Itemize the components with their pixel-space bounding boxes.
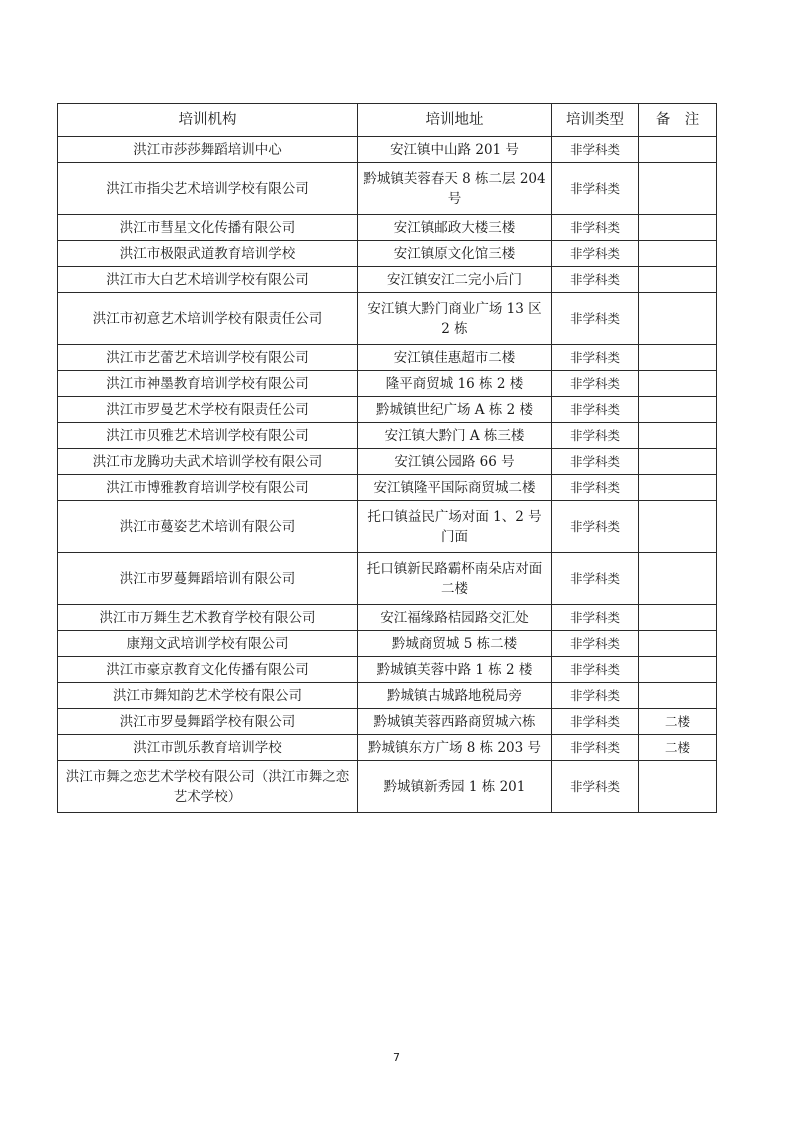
remarks-cell bbox=[639, 553, 717, 605]
institution-cell: 康翔文武培训学校有限公司 bbox=[58, 631, 358, 657]
institution-cell: 洪江市蔓姿艺术培训有限公司 bbox=[58, 501, 358, 553]
remarks-cell bbox=[639, 267, 717, 293]
remarks-cell bbox=[639, 475, 717, 501]
address-cell: 黔城镇古城路地税局旁 bbox=[358, 683, 552, 709]
address-cell: 安江镇大黔门商业广场 13 区 2 栋 bbox=[358, 293, 552, 345]
remarks-cell bbox=[639, 501, 717, 553]
remarks-cell bbox=[639, 761, 717, 813]
address-cell: 安江镇安江二完小后门 bbox=[358, 267, 552, 293]
table-row bbox=[58, 215, 717, 241]
header-address: 培训地址 bbox=[358, 104, 552, 137]
type-cell: 非学科类 bbox=[552, 215, 639, 241]
type-cell: 非学科类 bbox=[552, 605, 639, 631]
table-row bbox=[58, 605, 717, 631]
institution-cell: 洪江市舞知韵艺术学校有限公司 bbox=[58, 683, 358, 709]
type-cell: 非学科类 bbox=[552, 709, 639, 735]
institution-cell: 洪江市罗蔓舞蹈培训有限公司 bbox=[58, 553, 358, 605]
address-cell: 隆平商贸城 16 栋 2 楼 bbox=[358, 371, 552, 397]
table-row bbox=[58, 475, 717, 501]
table-row bbox=[58, 553, 717, 605]
type-cell: 非学科类 bbox=[552, 475, 639, 501]
address-cell: 黔城镇新秀园 1 栋 201 bbox=[358, 761, 552, 813]
address-cell: 黔城镇芙蓉西路商贸城六栋 bbox=[358, 709, 552, 735]
table-header-row bbox=[58, 104, 717, 137]
institution-cell: 洪江市指尖艺术培训学校有限公司 bbox=[58, 163, 358, 215]
remarks-cell bbox=[639, 683, 717, 709]
remarks-cell bbox=[639, 423, 717, 449]
table-row bbox=[58, 267, 717, 293]
address-cell: 托口镇新民路霸杯南朵店对面二楼 bbox=[358, 553, 552, 605]
institution-cell: 洪江市彗星文化传播有限公司 bbox=[58, 215, 358, 241]
table-row bbox=[58, 449, 717, 475]
type-cell: 非学科类 bbox=[552, 163, 639, 215]
address-cell: 黔城镇芙蓉中路 1 栋 2 楼 bbox=[358, 657, 552, 683]
remarks-cell: 二楼 bbox=[639, 735, 717, 761]
institution-cell: 洪江市艺蕾艺术培训学校有限公司 bbox=[58, 345, 358, 371]
type-cell: 非学科类 bbox=[552, 683, 639, 709]
table-row bbox=[58, 657, 717, 683]
address-cell: 黔城商贸城 5 栋二楼 bbox=[358, 631, 552, 657]
institution-cell: 洪江市初意艺术培训学校有限责任公司 bbox=[58, 293, 358, 345]
type-cell: 非学科类 bbox=[552, 241, 639, 267]
remarks-cell: 二楼 bbox=[639, 709, 717, 735]
type-cell: 非学科类 bbox=[552, 501, 639, 553]
table-row bbox=[58, 501, 717, 553]
remarks-cell bbox=[639, 605, 717, 631]
address-cell: 黔城镇东方广场 8 栋 203 号 bbox=[358, 735, 552, 761]
type-cell: 非学科类 bbox=[552, 761, 639, 813]
institution-cell: 洪江市罗曼舞蹈学校有限公司 bbox=[58, 709, 358, 735]
table-row bbox=[58, 423, 717, 449]
address-cell: 安江镇大黔门 A 栋三楼 bbox=[358, 423, 552, 449]
remarks-cell bbox=[639, 449, 717, 475]
institution-cell: 洪江市豪京教育文化传播有限公司 bbox=[58, 657, 358, 683]
address-cell: 黔城镇芙蓉春天 8 栋二层 204 号 bbox=[358, 163, 552, 215]
address-cell: 黔城镇世纪广场 A 栋 2 楼 bbox=[358, 397, 552, 423]
table-row bbox=[58, 137, 717, 163]
address-cell: 安江镇中山路 201 号 bbox=[358, 137, 552, 163]
address-cell: 托口镇益民广场对面 1、2 号门面 bbox=[358, 501, 552, 553]
remarks-cell bbox=[639, 215, 717, 241]
header-type: 培训类型 bbox=[552, 104, 639, 137]
type-cell: 非学科类 bbox=[552, 397, 639, 423]
institution-cell: 洪江市莎莎舞蹈培训中心 bbox=[58, 137, 358, 163]
table-row bbox=[58, 683, 717, 709]
type-cell: 非学科类 bbox=[552, 449, 639, 475]
address-cell: 安江镇隆平国际商贸城二楼 bbox=[358, 475, 552, 501]
institution-cell: 洪江市贝雅艺术培训学校有限公司 bbox=[58, 423, 358, 449]
institution-cell: 洪江市神墨教育培训学校有限公司 bbox=[58, 371, 358, 397]
table-row bbox=[58, 241, 717, 267]
remarks-cell bbox=[639, 345, 717, 371]
type-cell: 非学科类 bbox=[552, 553, 639, 605]
type-cell: 非学科类 bbox=[552, 657, 639, 683]
address-cell: 安江镇原文化馆三楼 bbox=[358, 241, 552, 267]
institution-cell: 洪江市万舞生艺术教育学校有限公司 bbox=[58, 605, 358, 631]
table-row bbox=[58, 163, 717, 215]
institution-cell: 洪江市舞之恋艺术学校有限公司（洪江市舞之恋艺术学校） bbox=[58, 761, 358, 813]
remarks-cell bbox=[639, 293, 717, 345]
institution-cell: 洪江市凯乐教育培训学校 bbox=[58, 735, 358, 761]
table-row bbox=[58, 761, 717, 813]
institution-cell: 洪江市罗曼艺术学校有限责任公司 bbox=[58, 397, 358, 423]
table-row bbox=[58, 631, 717, 657]
institution-cell: 洪江市极限武道教育培训学校 bbox=[58, 241, 358, 267]
type-cell: 非学科类 bbox=[552, 267, 639, 293]
remarks-cell bbox=[639, 241, 717, 267]
type-cell: 非学科类 bbox=[552, 345, 639, 371]
institution-cell: 洪江市龙腾功夫武术培训学校有限公司 bbox=[58, 449, 358, 475]
training-institution-table bbox=[57, 103, 717, 813]
remarks-cell bbox=[639, 137, 717, 163]
table-row bbox=[58, 397, 717, 423]
remarks-cell bbox=[639, 397, 717, 423]
institution-cell: 洪江市大白艺术培训学校有限公司 bbox=[58, 267, 358, 293]
remarks-cell bbox=[639, 371, 717, 397]
table-row bbox=[58, 371, 717, 397]
institution-cell: 洪江市博雅教育培训学校有限公司 bbox=[58, 475, 358, 501]
type-cell: 非学科类 bbox=[552, 371, 639, 397]
table-row bbox=[58, 735, 717, 761]
table-row bbox=[58, 293, 717, 345]
header-remarks: 备 注 bbox=[639, 104, 717, 137]
address-cell: 安江镇公园路 66 号 bbox=[358, 449, 552, 475]
table-row bbox=[58, 345, 717, 371]
address-cell: 安江福缘路桔园路交汇处 bbox=[358, 605, 552, 631]
remarks-cell bbox=[639, 631, 717, 657]
address-cell: 安江镇佳惠超市二楼 bbox=[358, 345, 552, 371]
address-cell: 安江镇邮政大楼三楼 bbox=[358, 215, 552, 241]
type-cell: 非学科类 bbox=[552, 735, 639, 761]
header-institution: 培训机构 bbox=[58, 104, 358, 137]
type-cell: 非学科类 bbox=[552, 137, 639, 163]
type-cell: 非学科类 bbox=[552, 631, 639, 657]
remarks-cell bbox=[639, 163, 717, 215]
type-cell: 非学科类 bbox=[552, 423, 639, 449]
page-number: 7 bbox=[393, 1051, 400, 1064]
table-row bbox=[58, 709, 717, 735]
remarks-cell bbox=[639, 657, 717, 683]
type-cell: 非学科类 bbox=[552, 293, 639, 345]
